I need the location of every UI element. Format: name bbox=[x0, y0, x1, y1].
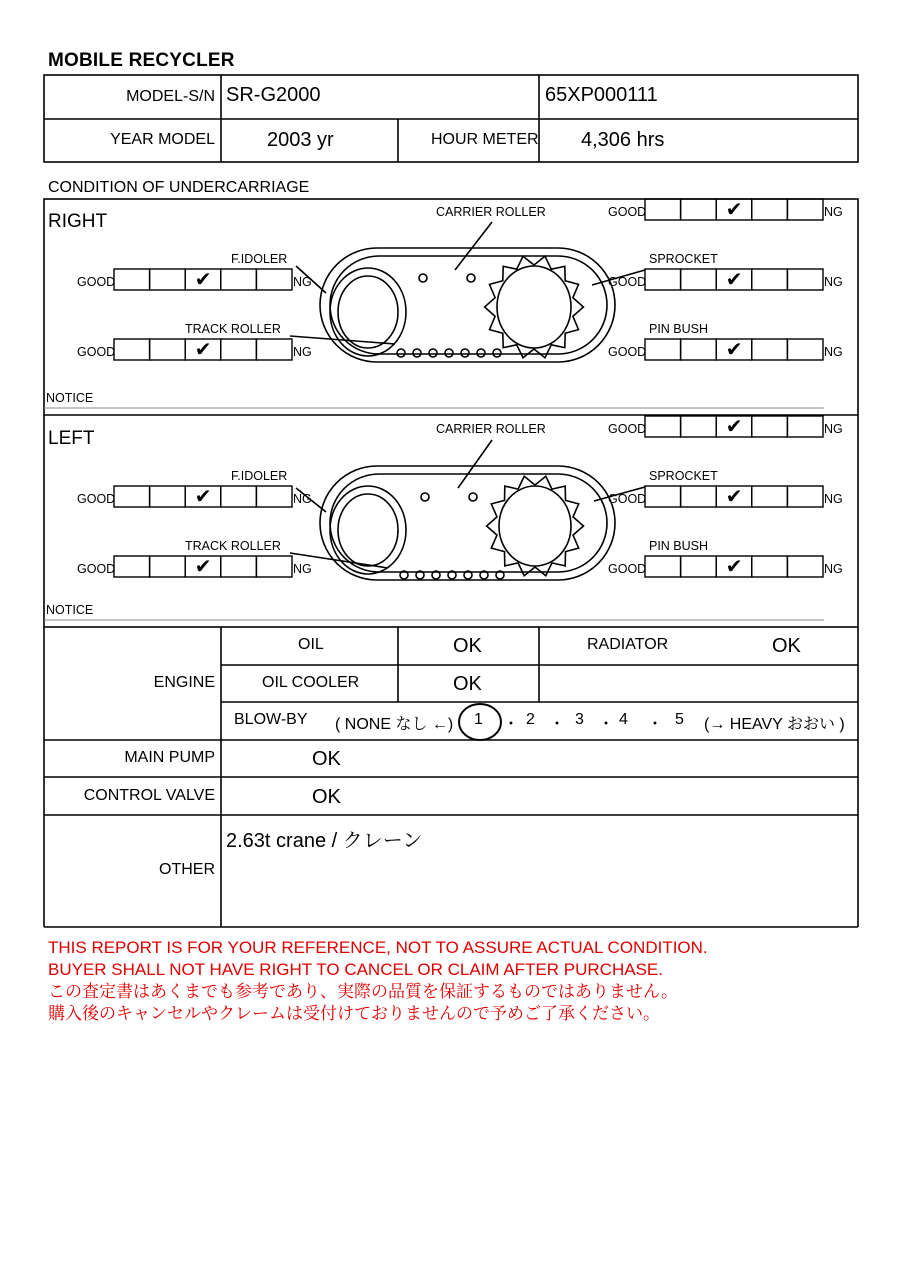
ng-label: NG bbox=[824, 205, 843, 219]
year-model-label: YEAR MODEL bbox=[110, 131, 215, 148]
ng-label: NG bbox=[824, 492, 843, 506]
blow-by-label: BLOW-BY bbox=[234, 711, 308, 728]
ng-label: NG bbox=[824, 562, 843, 576]
side-label-right: RIGHT bbox=[48, 211, 108, 232]
check-mark: ✔ bbox=[725, 269, 743, 291]
ng-label: NG bbox=[293, 492, 312, 506]
oil-label: OIL bbox=[298, 636, 324, 653]
rating-box bbox=[256, 486, 292, 507]
check-mark: ✔ bbox=[725, 556, 743, 578]
oil-cooler-label: OIL COOLER bbox=[262, 674, 360, 691]
ng-label: NG bbox=[824, 345, 843, 359]
rating-box bbox=[150, 486, 186, 507]
blow-by-5: 5 bbox=[675, 711, 684, 728]
good-label: GOOD bbox=[77, 275, 116, 289]
blow-by-4: 4 bbox=[619, 711, 628, 728]
oil-value: OK bbox=[453, 635, 482, 657]
side-label-left: LEFT bbox=[48, 428, 95, 449]
rating-box bbox=[150, 556, 186, 577]
blow-by-separator: ・ bbox=[549, 716, 566, 733]
good-label: GOOD bbox=[608, 562, 647, 576]
model-value: SR-G2000 bbox=[226, 84, 321, 106]
blow-by-heavy: (→ HEAVY おおい ) bbox=[704, 716, 845, 733]
blow-by-separator: ・ bbox=[598, 716, 615, 733]
blow-by-separator: ・ bbox=[647, 716, 664, 733]
left-sprocket-teeth bbox=[487, 476, 584, 575]
blow-by-1: 1 bbox=[474, 711, 483, 728]
radiator-value: OK bbox=[772, 635, 801, 657]
good-label: GOOD bbox=[77, 345, 116, 359]
rating-box bbox=[681, 556, 717, 577]
rating-box bbox=[114, 486, 150, 507]
ng-label: NG bbox=[293, 275, 312, 289]
carrier-roller-label: CARRIER ROLLER bbox=[436, 422, 546, 436]
year-value: 2003 yr bbox=[267, 129, 334, 151]
rating-box bbox=[752, 556, 788, 577]
notice-label-right: NOTICE bbox=[46, 391, 94, 405]
disclaimer-line-4: 購入後のキャンセルやクレームは受付けておりませんので予めご了承ください。 bbox=[48, 1004, 660, 1023]
sprocket-label: SPROCKET bbox=[649, 469, 718, 483]
pin-bush-label: PIN BUSH bbox=[649, 539, 709, 553]
notice-label-left: NOTICE bbox=[46, 603, 94, 617]
check-mark: ✔ bbox=[194, 269, 212, 291]
rating-box bbox=[787, 486, 823, 507]
check-mark: ✔ bbox=[194, 556, 212, 578]
ng-label: NG bbox=[293, 562, 312, 576]
pin-bush-label: PIN BUSH bbox=[649, 322, 709, 336]
check-mark: ✔ bbox=[194, 486, 212, 508]
rating-box bbox=[645, 486, 681, 507]
blow-by-3: 3 bbox=[575, 711, 584, 728]
rating-box bbox=[645, 416, 681, 437]
check-mark: ✔ bbox=[725, 486, 743, 508]
serial-value: 65XP000111 bbox=[545, 84, 658, 106]
check-mark: ✔ bbox=[725, 199, 743, 221]
hour-meter-label: HOUR METER bbox=[431, 131, 539, 148]
other-value: 2.63t crane / クレーン bbox=[226, 830, 423, 852]
rating-box bbox=[681, 416, 717, 437]
f-idoler-label: F.IDOLER bbox=[231, 252, 288, 266]
track-roller-label: TRACK ROLLER bbox=[185, 322, 281, 336]
control-valve-value: OK bbox=[312, 786, 341, 808]
carrier-roller-label: CARRIER ROLLER bbox=[436, 205, 546, 219]
ng-label: NG bbox=[293, 345, 312, 359]
good-label: GOOD bbox=[608, 492, 647, 506]
rating-box bbox=[256, 556, 292, 577]
f-idoler-label: F.IDOLER bbox=[231, 469, 288, 483]
blow-by-separator: ・ bbox=[503, 716, 520, 733]
good-label: GOOD bbox=[608, 345, 647, 359]
rating-box bbox=[752, 486, 788, 507]
check-mark: ✔ bbox=[725, 339, 743, 361]
good-label: GOOD bbox=[608, 422, 647, 436]
rating-box bbox=[114, 556, 150, 577]
model-sn-label: MODEL-S/N bbox=[126, 88, 215, 105]
main-pump-value: OK bbox=[312, 748, 341, 770]
undercarriage-heading: CONDITION OF UNDERCARRIAGE bbox=[48, 179, 310, 196]
oil-cooler-value: OK bbox=[453, 673, 482, 695]
other-label: OTHER bbox=[159, 861, 215, 878]
disclaimer-line-1: THIS REPORT IS FOR YOUR REFERENCE, NOT TO ASSURE ACTUAL CONDITION. bbox=[48, 938, 708, 957]
check-mark: ✔ bbox=[725, 416, 743, 438]
control-valve-label: CONTROL VALVE bbox=[83, 787, 215, 804]
rating-box bbox=[221, 486, 257, 507]
disclaimer-line-2: BUYER SHALL NOT HAVE RIGHT TO CANCEL OR CLAIM AFTER PURCHASE. bbox=[48, 960, 663, 979]
sprocket-label: SPROCKET bbox=[649, 252, 718, 266]
track-roller-label: TRACK ROLLER bbox=[185, 539, 281, 553]
good-label: GOOD bbox=[77, 562, 116, 576]
rating-box bbox=[787, 416, 823, 437]
rating-box bbox=[752, 416, 788, 437]
main-pump-label: MAIN PUMP bbox=[124, 749, 215, 766]
rating-box bbox=[787, 556, 823, 577]
ng-label: NG bbox=[824, 422, 843, 436]
document-title: MOBILE RECYCLER bbox=[48, 50, 235, 71]
disclaimer-line-3: この査定書はあくまでも参考であり、実際の品質を保証するものではありません。 bbox=[48, 982, 679, 1001]
good-label: GOOD bbox=[77, 492, 116, 506]
blow-by-2: 2 bbox=[526, 711, 535, 728]
engine-label: ENGINE bbox=[153, 674, 215, 691]
hour-meter-value: 4,306 hrs bbox=[581, 129, 665, 151]
rating-box bbox=[645, 556, 681, 577]
radiator-label: RADIATOR bbox=[587, 636, 669, 653]
rating-box bbox=[681, 486, 717, 507]
good-label: GOOD bbox=[608, 205, 647, 219]
check-mark: ✔ bbox=[194, 339, 212, 361]
ng-label: NG bbox=[824, 275, 843, 289]
blow-by-none: ( NONE なし ←) bbox=[335, 716, 454, 733]
rating-box bbox=[221, 556, 257, 577]
good-label: GOOD bbox=[608, 275, 647, 289]
